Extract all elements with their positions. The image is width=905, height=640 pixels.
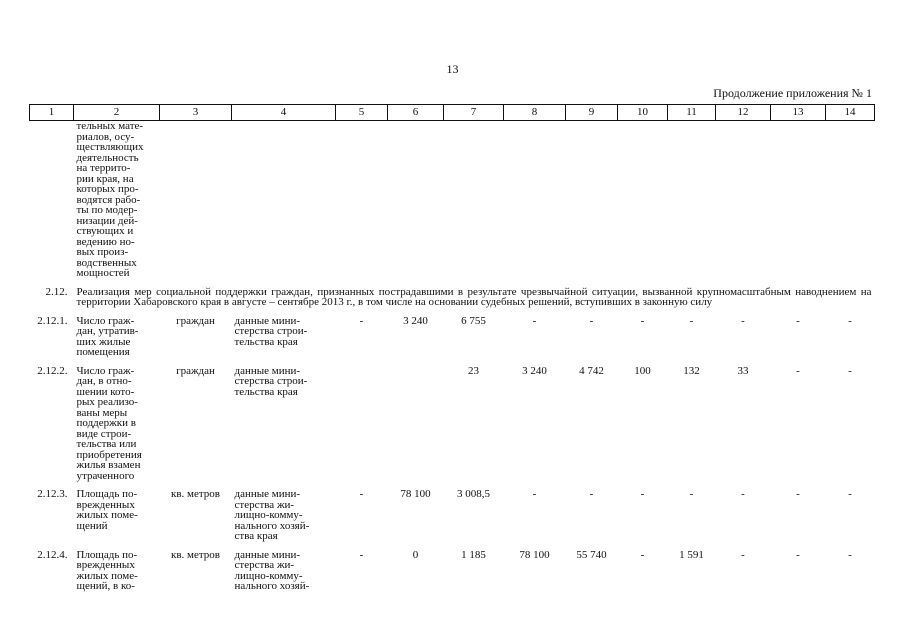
value-cell: 3 240 [522, 364, 547, 377]
row-number: 2.12.3. [37, 488, 68, 500]
column-header: 3 [160, 105, 232, 121]
value-cell: 3 240 [403, 314, 428, 327]
value-cell: - [848, 364, 852, 377]
value-cell: - [589, 314, 594, 327]
row-number: 2.12.2. [37, 364, 68, 377]
column-number-row [30, 105, 875, 121]
value-cell: 78 100 [519, 548, 550, 561]
value-cell: - [532, 488, 537, 500]
row-number: 2.12.4. [37, 548, 68, 561]
value-cell: - [689, 314, 694, 327]
section-title: Реализация мер социальной поддержки граждан, признанных пострадавшими в результате чрезвычайной ситуации, вызванной крупномасштабным наводнением на территории Хабаровского края в августе – сентябре 2013 г., в том числе на основании судебных решений, вступивших в законную силу [76, 285, 872, 308]
column-header: 1 [30, 105, 74, 121]
value-cell: - [848, 548, 852, 561]
table-row [30, 489, 875, 542]
value-cell: 3 008,5 [457, 488, 490, 500]
indicator-name: Площадь по- врежденных жилых поме- щений, в ко- [76, 548, 138, 592]
value-cell: 132 [683, 364, 700, 377]
column-header: 13 [771, 105, 826, 121]
column-header: 10 [618, 105, 668, 121]
column-header: 4 [232, 105, 336, 121]
column-header: 2 [74, 105, 160, 121]
value-cell: 0 [412, 548, 419, 561]
data-source: данные мини- стерства строи- тельства края [234, 314, 308, 348]
value-cell: 100 [634, 364, 651, 377]
page-number: 13 [446, 62, 459, 76]
indicator-name: Число граж- дан, в отно- шении кото- рых реализо- ваны меры поддержки в виде строи- тельства или приобретения жилья взамен утраченного [76, 364, 142, 482]
column-header: 14 [826, 105, 875, 121]
value-cell: 4 742 [579, 364, 604, 377]
value-cell: 6 755 [461, 314, 486, 327]
indicator-name: Площадь по- врежденных жилых поме- щений [76, 488, 138, 532]
value-cell [388, 366, 444, 482]
unit: кв. метров [170, 548, 221, 561]
unit: граждан [176, 314, 215, 327]
value-cell: - [796, 364, 800, 377]
table-row [30, 366, 875, 482]
value-cell: 1 591 [679, 548, 704, 561]
value-cell: - [640, 548, 645, 561]
carry-over-row [30, 121, 875, 279]
value-cell: - [689, 488, 694, 500]
value-cell: 33 [737, 364, 749, 377]
value-cell: - [640, 488, 645, 500]
value-cell: - [741, 488, 745, 500]
value-cell: - [796, 548, 800, 561]
data-source: данные мини- стерства строи- тельства края [234, 364, 308, 398]
column-header: 5 [336, 105, 388, 121]
value-cell: - [359, 488, 364, 500]
value-cell: - [848, 314, 852, 327]
column-header: 9 [566, 105, 618, 121]
appendix-table [29, 104, 875, 592]
table-row [30, 550, 875, 592]
value-cell: - [532, 314, 537, 327]
value-cell: 23 [468, 364, 479, 377]
unit: граждан [176, 364, 215, 377]
row-number: 2.12.1. [37, 314, 68, 327]
value-cell: - [796, 488, 800, 500]
value-cell: - [359, 314, 364, 327]
value-cell: 1 185 [461, 548, 486, 561]
table-row [30, 316, 875, 358]
column-header: 7 [444, 105, 504, 121]
value-cell: 78 100 [400, 488, 431, 500]
section-number: 2.12. [45, 285, 68, 298]
column-header: 11 [668, 105, 716, 121]
indicator-name: Число граж- дан, утратив- ших жилые помещения [76, 314, 139, 358]
column-header: 6 [388, 105, 444, 121]
value-cell: - [359, 548, 364, 561]
value-cell: - [589, 488, 594, 500]
column-header: 8 [504, 105, 566, 121]
value-cell: - [741, 548, 745, 561]
section-row [30, 287, 875, 308]
continuation-note: Продолжение приложения № 1 [713, 86, 872, 100]
unit: кв. метров [170, 488, 221, 500]
value-cell [336, 366, 388, 482]
value-cell: 55 740 [576, 548, 607, 561]
carry-over-text: тельных мате- риалов, осу- ществляющих деятельность на террито- рии края, на которых про- водятся рабо- ты по модер- низации дей- ствующих и ведению но- вых произ- водственных мощностей [76, 120, 144, 279]
column-header: 12 [716, 105, 771, 121]
value-cell: - [640, 314, 645, 327]
data-source: данные мини- стерства жи- лищно-комму- нального хозяй- [234, 548, 310, 592]
value-cell: - [741, 314, 745, 327]
value-cell: - [796, 314, 800, 327]
data-source: данные мини- стерства жи- лищно-комму- нального хозяй- ства края [234, 488, 310, 542]
value-cell: - [848, 488, 852, 500]
